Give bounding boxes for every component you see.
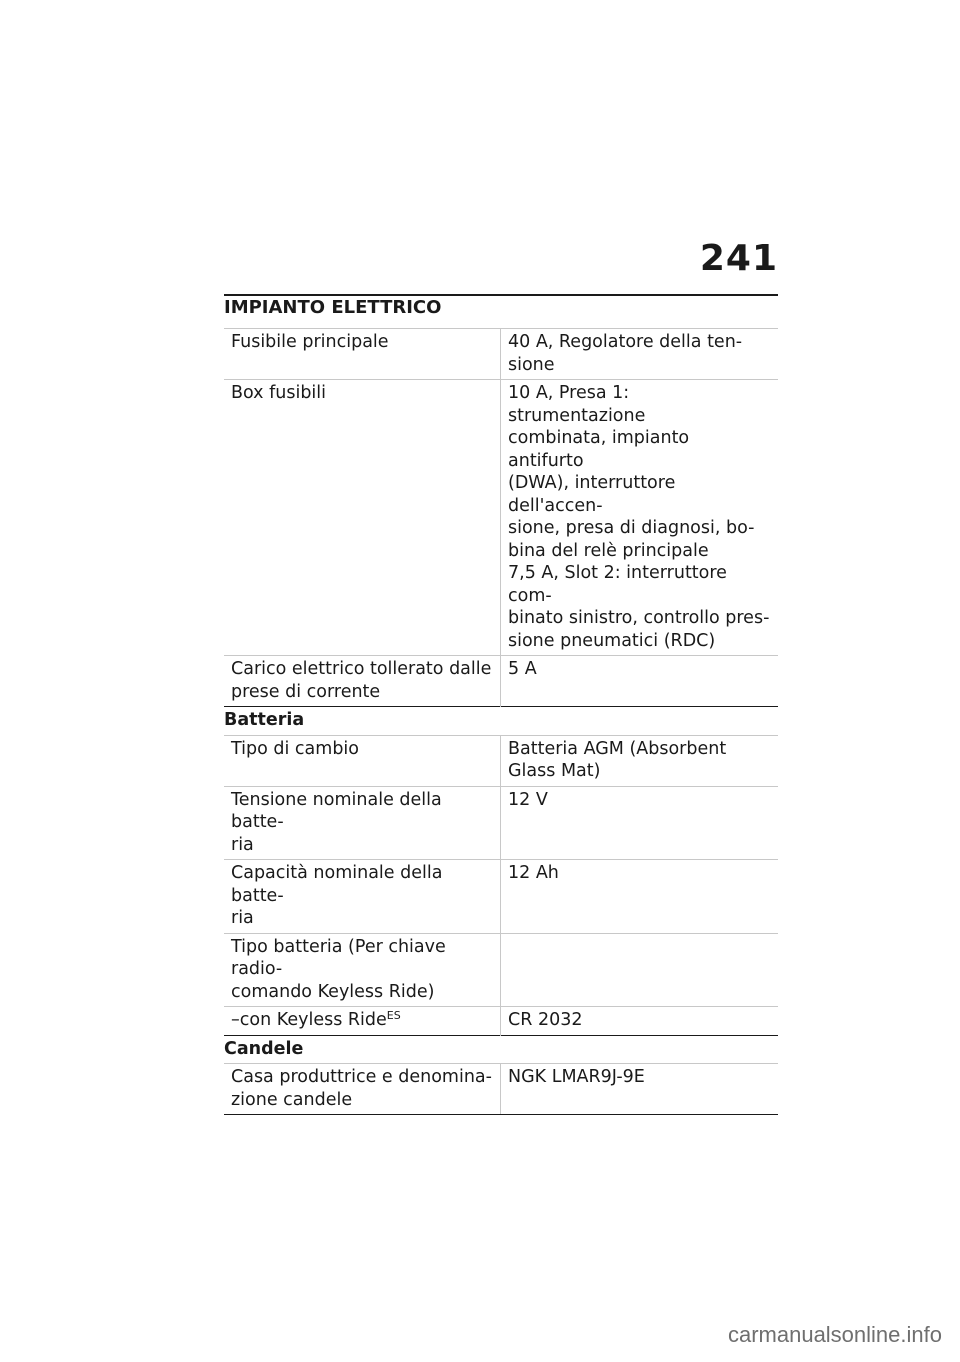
group-heading-candele: Candele <box>224 1035 778 1064</box>
spec-label: Fusibile principale <box>224 329 501 380</box>
group-heading-row <box>224 1035 778 1064</box>
spec-table <box>224 328 778 1115</box>
page-number: 241 <box>699 238 778 279</box>
spec-label: Box fusibili <box>224 380 501 656</box>
spec-value: CR 2032 <box>501 1007 779 1036</box>
section-title: IMPIANTO ELETTRICO <box>224 297 442 318</box>
group-heading-row <box>224 707 778 736</box>
table-row <box>224 656 778 707</box>
section-title-rule <box>224 294 778 296</box>
spec-label: Capacità nominale della batte- ria <box>224 860 501 934</box>
table-row <box>224 329 778 380</box>
table-row <box>224 735 778 786</box>
table-row <box>224 786 778 860</box>
table-row <box>224 1007 778 1036</box>
spec-value <box>501 933 779 1007</box>
table-row <box>224 380 778 656</box>
spec-label: Tipo batteria (Per chiave radio- comando Keyless Ride) <box>224 933 501 1007</box>
spec-label: –con Keyless Ride$^{ES}$ <box>224 1007 501 1036</box>
table-row <box>224 1064 778 1115</box>
spec-label: Casa produttrice e denomina- zione candele <box>224 1064 501 1115</box>
spec-value: 10 A, Presa 1: strumentazione combinata, impianto antifurto (DWA), interruttore dell'accen- sione, presa di diagnosi, bo- bina del relè principale 7,5 A, Slot 2: interruttore com- binato sinistro, controllo pres- sione pneumatici (RDC) <box>501 380 779 656</box>
spec-label: Carico elettrico tollerato dalle prese di corrente <box>224 656 501 707</box>
spec-value: NGK LMAR9J-9E <box>501 1064 779 1115</box>
watermark: carmanualsonline.info <box>727 1322 942 1347</box>
group-heading-batteria: Batteria <box>224 707 778 736</box>
footnote-marker: ES <box>386 1009 401 1022</box>
table-row <box>224 860 778 934</box>
table-row <box>224 933 778 1007</box>
spec-value: 40 A, Regolatore della ten- sione <box>501 329 779 380</box>
spec-label: Tensione nominale della batte- ria <box>224 786 501 860</box>
spec-value: 5 A <box>501 656 779 707</box>
spec-value: 12 V <box>501 786 779 860</box>
spec-value: Batteria AGM (Absorbent Glass Mat) <box>501 735 779 786</box>
spec-value: 12 Ah <box>501 860 779 934</box>
spec-label: Tipo di cambio <box>224 735 501 786</box>
